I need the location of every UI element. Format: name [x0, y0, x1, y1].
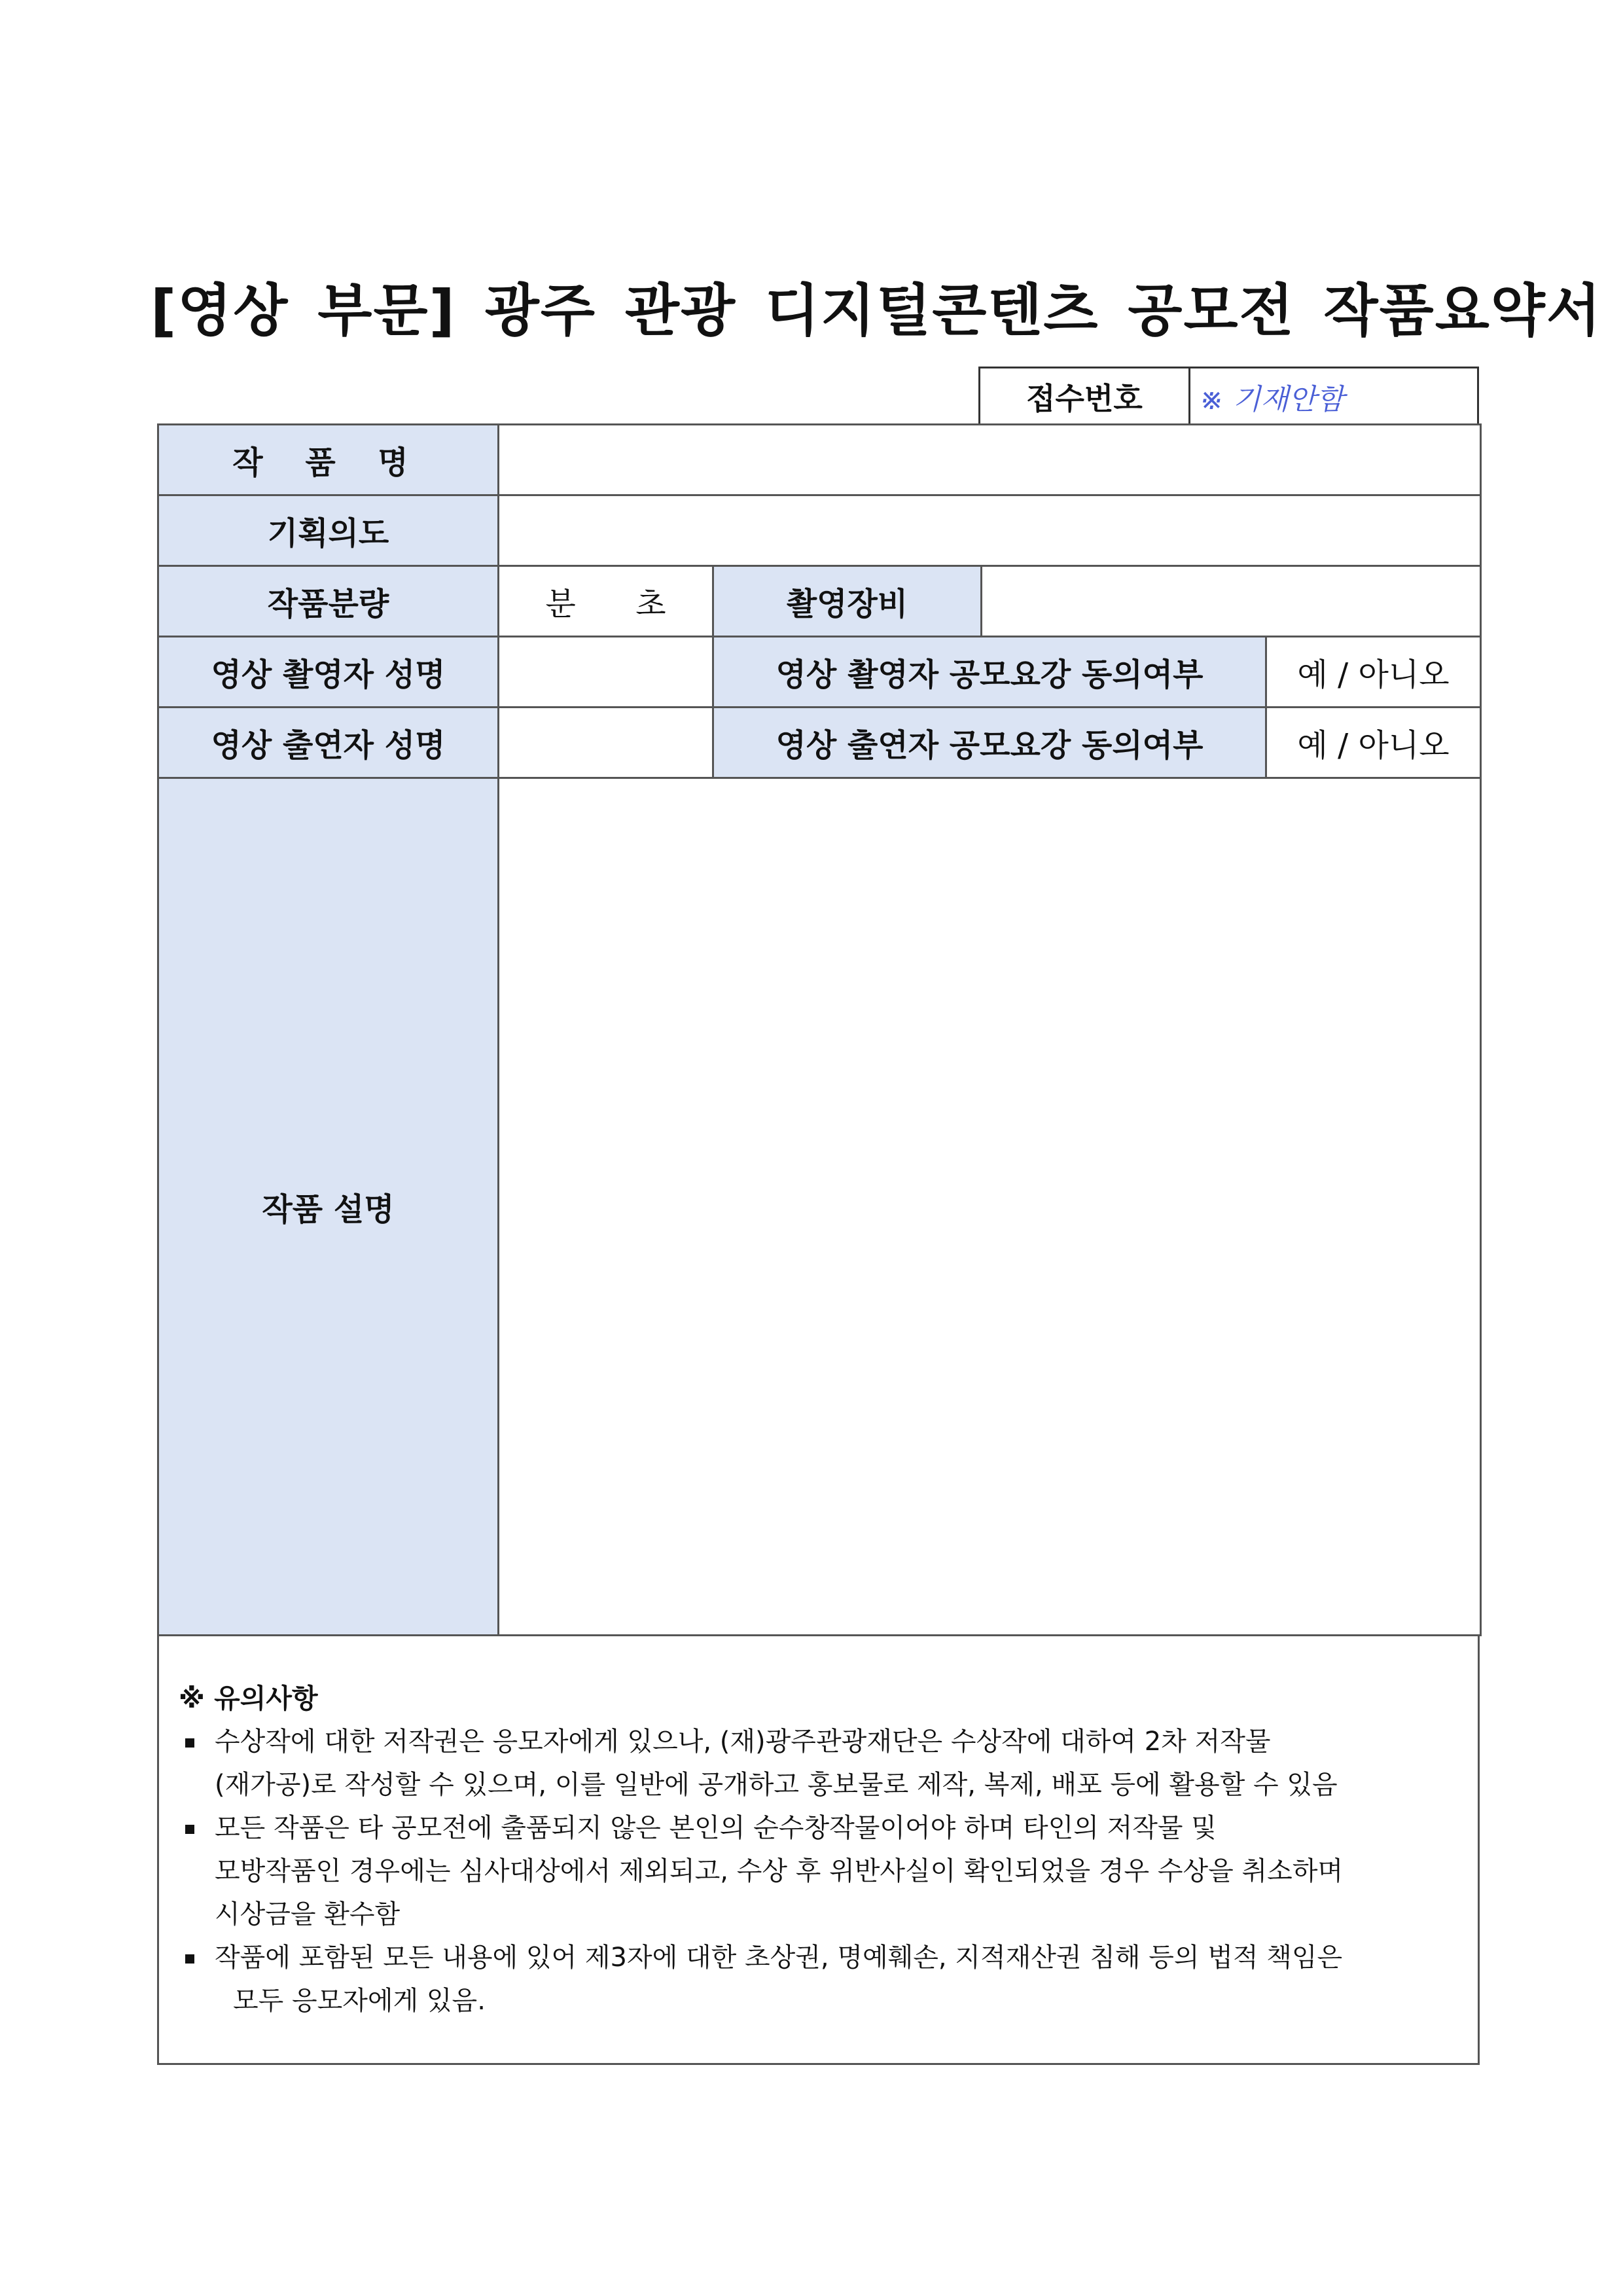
note-line: 작품에 포함된 모든 내용에 있어 제3자에 대한 초상권, 명예훼손, 지적재산권 침해 등의 법적 책임은: [215, 1943, 1343, 1973]
notes-section: [157, 1634, 1480, 2065]
note-line: (재가공)로 작성할 수 있으며, 이를 일반에 공개하고 홍보물로 제작, 복제, 배포 등에 활용할 수 있음: [215, 1770, 1338, 1800]
square-bullet-icon: [179, 1720, 215, 1806]
note-line: 모방작품인 경우에는 심사대상에서 제외되고, 수상 후 위반사실이 확인되었을 경우 수상을 취소하며: [215, 1856, 1344, 1886]
summary-form-table: [157, 423, 1482, 1636]
note-line: 시상금을 환수함: [215, 1899, 401, 1929]
note-line: 모두 응모자에게 있음.: [233, 1986, 486, 2016]
note-line: 수상작에 대한 저작권은 응모자에게 있으나, (재)광주관광재단은 수상작에 대하여 2차 저작물: [215, 1727, 1271, 1757]
performer-name-label: 영상 출연자 성명: [158, 708, 499, 778]
shooter-consent-label: 영상 촬영자 공모요강 동의여부: [713, 637, 1266, 708]
row-intent: [158, 495, 1481, 566]
shooter-name-label: 영상 촬영자 성명: [158, 637, 499, 708]
note-item: [179, 1720, 1478, 1806]
work-title-field[interactable]: [499, 425, 1481, 495]
row-length-equipment: [158, 566, 1481, 637]
receipt-number-field[interactable]: ※ 기재안함: [1200, 383, 1344, 416]
equipment-field[interactable]: [982, 566, 1481, 637]
square-bullet-icon: [179, 1936, 215, 2022]
performer-consent-label: 영상 출연자 공모요강 동의여부: [713, 708, 1266, 778]
work-title-label: 작 품 명: [158, 425, 499, 495]
row-work-title: [158, 425, 1481, 495]
note-item: [179, 1806, 1478, 1936]
work-length-field[interactable]: 분 초: [499, 566, 713, 637]
page-title: [영상 부문] 광주 관광 디지털콘텐츠 공모전 작품요약서: [151, 278, 1602, 344]
equipment-label: 촬영장비: [713, 566, 982, 637]
note-line: 모든 작품은 타 공모전에 출품되지 않은 본인의 순수창작물이어야 하며 타인의 저작물 및: [215, 1813, 1217, 1843]
description-label: 작품 설명: [158, 778, 499, 1636]
shooter-name-field[interactable]: [499, 637, 713, 708]
shooter-consent-field[interactable]: 예 / 아니오: [1266, 637, 1481, 708]
work-length-label: 작품분량: [158, 566, 499, 637]
planning-intent-label: 기획의도: [158, 495, 499, 566]
description-field[interactable]: [499, 778, 1481, 1636]
performer-consent-field[interactable]: 예 / 아니오: [1266, 708, 1481, 778]
performer-name-field[interactable]: [499, 708, 713, 778]
notes-heading: ※ 유의사항: [179, 1683, 318, 1714]
row-performer: [158, 708, 1481, 778]
note-item: [179, 1936, 1478, 2022]
row-description: [158, 778, 1481, 1636]
receipt-number-box: [978, 367, 1479, 425]
row-shooter: [158, 637, 1481, 708]
receipt-number-label: 접수번호: [980, 368, 1190, 425]
planning-intent-field[interactable]: [499, 495, 1481, 566]
square-bullet-icon: [179, 1806, 215, 1936]
